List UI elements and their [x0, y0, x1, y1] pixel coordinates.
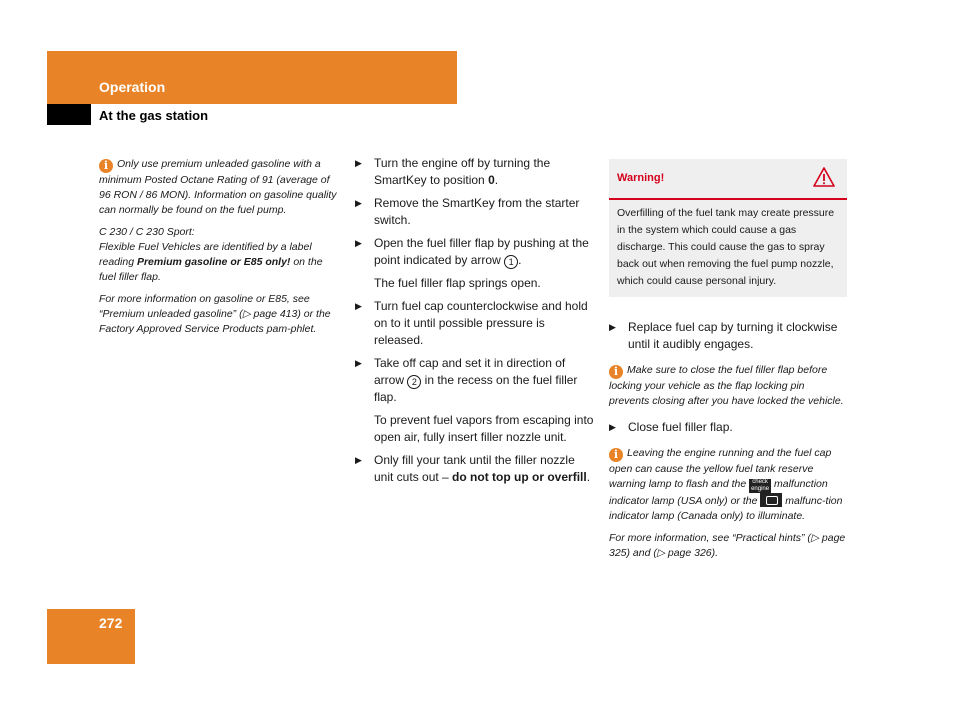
warning-box [609, 159, 847, 297]
header-bar [47, 51, 457, 104]
step-fill-tank: ▶ Only fill your tank until the filler nozzle unit cuts out – do not top up or overfill. [355, 453, 591, 484]
step-remove-smartkey: ▶ Remove the SmartKey from the starter switch. [355, 196, 580, 227]
black-tab-marker [47, 104, 91, 125]
section-title: Operation [99, 79, 166, 95]
step-replace-fuel-cap: ▶ Replace fuel cap by turning it clockwise until it audibly engages. [609, 320, 838, 351]
info-icon: i [609, 448, 623, 462]
arrow-number-1: 1 [504, 255, 518, 269]
info-premium-gasoline: i Only use premium unleaded gasoline with a minimum Posted Octane Rating of 91 (average of 96 RON / 86 MON). Information on gasoline quality can normally be found on the fuel pump. [99, 158, 337, 216]
info-engine-running: i Leaving the engine running and the fuel cap open can cause the yellow fuel tank reserve warning lamp to flash and the check engine malfunction indicator lamp (USA only) or the malfunc-tion indicator lamp (Canada only) to illuminate. For more information, see “Practical hints” (▷ page 325) and (▷ page 326). [609, 447, 846, 559]
step-turn-engine-off: ▶ Turn the engine off by turning the SmartKey to position 0. [355, 156, 551, 187]
step-close-flap: ▶ Close fuel filler flap. [609, 420, 733, 434]
note-fuel-vapors: To prevent fuel vapors from escaping into open air, fully insert filler nozzle unit. [374, 413, 594, 444]
flex-fuel-note: C 230 / C 230 Sport: Flexible Fuel Vehicles are identified by a label reading Premium gasoline or E85 only! on the fuel filler flap. [99, 226, 323, 283]
note-flap-springs: The fuel filler flap springs open. [374, 276, 541, 290]
right-column [609, 159, 847, 568]
info-icon: i [99, 159, 113, 173]
triangle-bullet-icon: ▶ [355, 358, 362, 368]
check-engine-lamp-icon: check engine [751, 479, 770, 492]
warning-header [609, 159, 847, 200]
triangle-bullet-icon: ▶ [355, 301, 362, 311]
engine-malfunction-lamp-icon [760, 493, 782, 507]
info-icon: i [609, 365, 623, 379]
model-line: C 230 / C 230 Sport: [99, 226, 195, 238]
warning-label: Warning! [617, 172, 665, 184]
subsection-title: At the gas station [99, 108, 209, 123]
triangle-bullet-icon: ▶ [355, 158, 362, 168]
warning-text: Overfilling of the fuel tank may create pressure in the system which could cause a gas discharge. This could cause the gas to spray back out when removing the fuel pump nozzle, which could cause personal injury. [617, 207, 835, 287]
more-info-gasoline: For more information on gasoline or E85, see “Premium unleaded gasoline” (▷ page 413) or the Factory Approved Service Products pam-phlet. [99, 293, 331, 335]
step-take-off-cap: ▶ Take off cap and set it in direction of arrow 2 in the recess on the fuel filler flap. [355, 356, 578, 404]
triangle-bullet-icon: ▶ [609, 422, 616, 432]
left-column [99, 157, 339, 344]
triangle-bullet-icon: ▶ [355, 455, 362, 465]
info-close-flap: i Make sure to close the fuel filler flap before locking your vehicle as the flap locking pin prevents closing after you have locked the vehicle. [609, 364, 844, 407]
step-open-flap: ▶ Open the fuel filler flap by pushing at the point indicated by arrow 1 . [355, 236, 589, 267]
middle-column [355, 155, 595, 492]
triangle-bullet-icon: ▶ [355, 238, 362, 248]
warning-triangle-icon [813, 167, 835, 187]
step-turn-fuel-cap: ▶ Turn fuel cap counterclockwise and hold on to it until possible pressure is released. [355, 299, 588, 347]
ffv-label: Premium gasoline or E85 only! [136, 256, 291, 268]
more-info-practical-hints: For more information, see “Practical hints” (▷ page 325) and (▷ page 326). [609, 532, 846, 559]
page-number: 272 [99, 615, 123, 631]
triangle-bullet-icon: ▶ [355, 198, 362, 208]
arrow-number-2: 2 [407, 375, 421, 389]
triangle-bullet-icon: ▶ [609, 322, 616, 332]
